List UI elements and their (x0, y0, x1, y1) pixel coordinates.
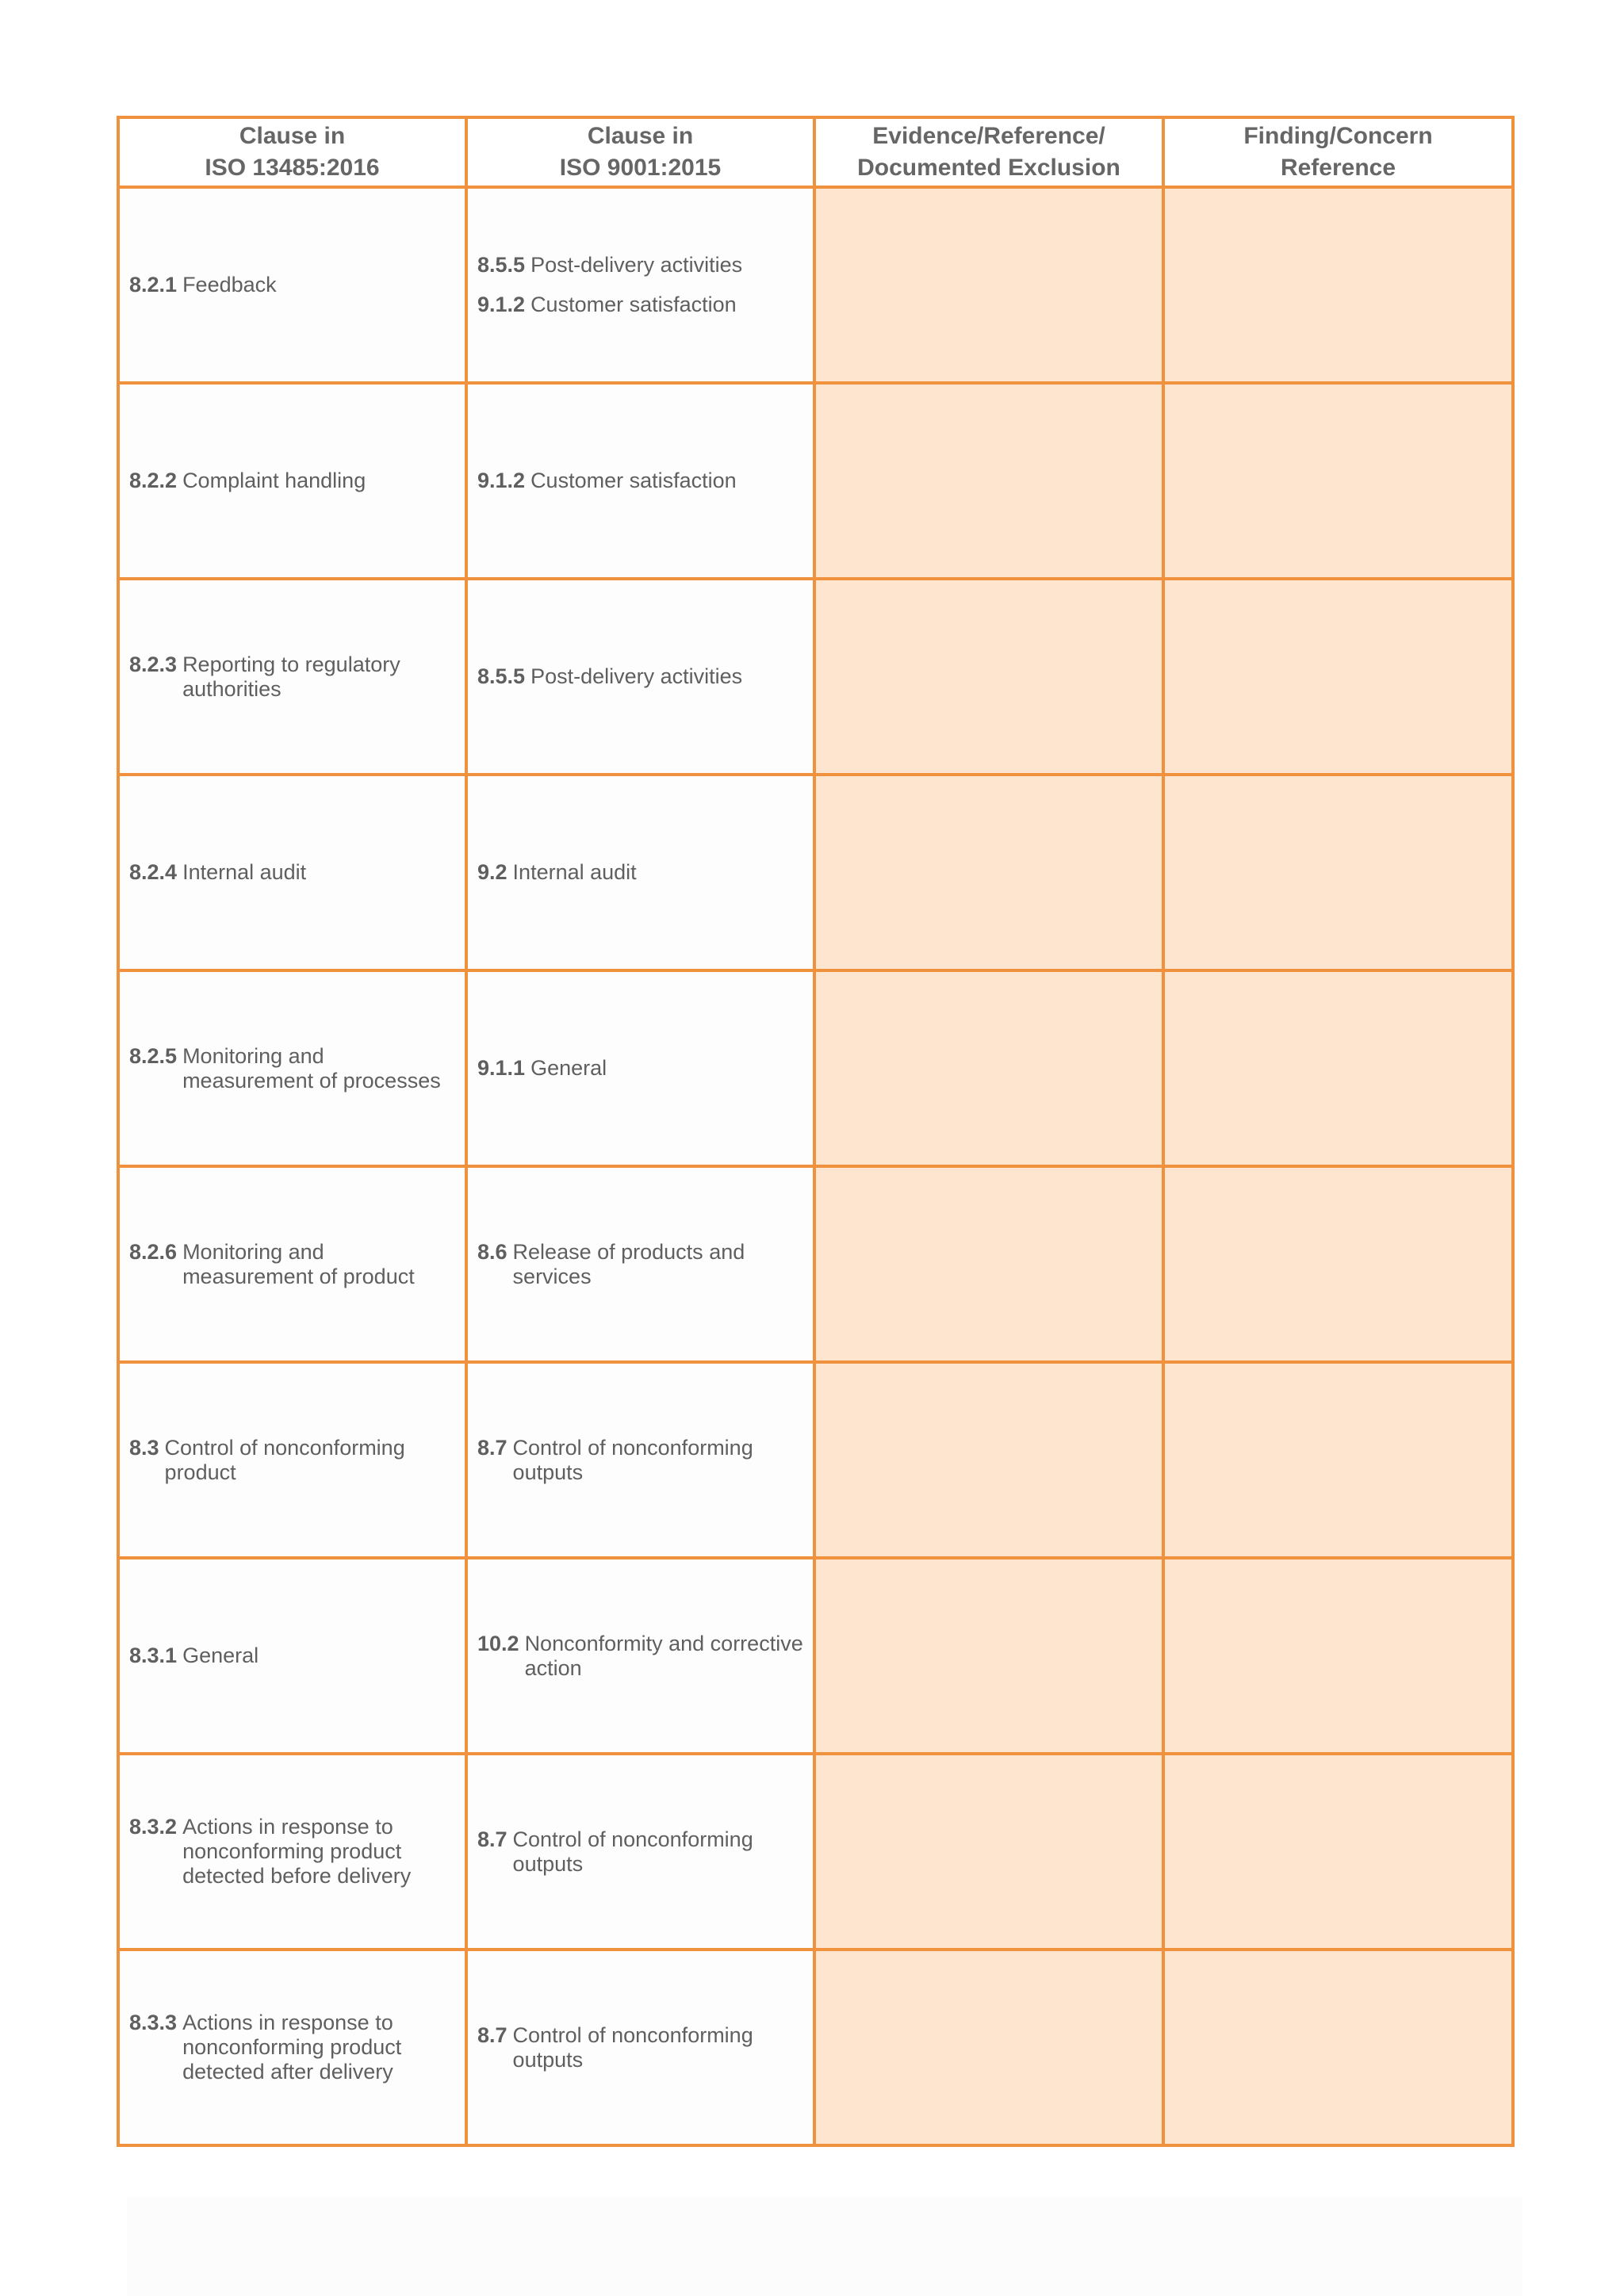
clause-entry (129, 273, 458, 297)
finding-input-cell[interactable] (1163, 775, 1513, 970)
clause-title: Post-delivery activities (530, 253, 743, 277)
clause-number: 8.5.5 (477, 253, 526, 277)
clause-title: Monitoring and measurement of processes (182, 1043, 441, 1093)
clause-entry (129, 1044, 458, 1093)
clause-title: Internal audit (512, 860, 637, 884)
clause-title: Internal audit (182, 860, 307, 884)
clause-entry (477, 1827, 806, 1877)
iso13485-clause-cell (118, 1558, 466, 1754)
clause-entry (477, 1632, 806, 1681)
clause-entry (129, 860, 458, 885)
iso9001-clause-cell (466, 1362, 814, 1558)
iso13485-clause-cell (118, 970, 466, 1166)
finding-input-cell[interactable] (1163, 187, 1513, 383)
clause-number: 8.3.3 (129, 2011, 178, 2034)
iso13485-clause-cell (118, 1950, 466, 2145)
clause-title: Control of nonconforming outputs (512, 2022, 753, 2072)
header-line: Finding/Concern (1243, 123, 1433, 149)
finding-input-cell[interactable] (1163, 1558, 1513, 1754)
clause-title: Feedback (182, 273, 277, 297)
clause-entry (129, 2011, 458, 2084)
clause-title: Actions in response to nonconforming product detected before delivery (182, 1815, 412, 1888)
header-line: Clause in (239, 123, 346, 149)
clause-entry (129, 1240, 458, 1289)
iso13485-clause-cell (118, 187, 466, 383)
clause-title: Customer satisfaction (530, 469, 737, 492)
evidence-input-cell[interactable] (814, 579, 1163, 775)
iso13485-clause-cell (118, 579, 466, 775)
iso13485-clause-cell (118, 1754, 466, 1950)
iso9001-clause-cell (466, 187, 814, 383)
table-row (118, 1558, 1513, 1754)
evidence-input-cell[interactable] (814, 1754, 1163, 1950)
clause-number: 8.7 (477, 1827, 508, 1851)
table-row (118, 1754, 1513, 1950)
iso13485-clause-cell (118, 1166, 466, 1362)
finding-input-cell[interactable] (1163, 1950, 1513, 2145)
clause-number: 10.2 (477, 1631, 519, 1655)
clause-number: 8.2.2 (129, 469, 178, 492)
finding-input-cell[interactable] (1163, 1362, 1513, 1558)
iso13485-clause-cell (118, 775, 466, 970)
clause-title: Control of nonconforming product (164, 1435, 405, 1484)
clause-title: Reporting to regulatory authorities (182, 652, 400, 701)
evidence-input-cell[interactable] (814, 187, 1163, 383)
clause-title: Release of products and services (512, 1239, 745, 1288)
iso9001-clause-cell (466, 579, 814, 775)
clause-number: 9.1.2 (477, 469, 526, 492)
table-row (118, 970, 1513, 1166)
table-row (118, 1362, 1513, 1558)
header-line: Evidence/Reference/ (872, 123, 1105, 149)
clause-number: 8.2.3 (129, 652, 178, 676)
clause-number: 8.2.1 (129, 273, 178, 297)
clause-entry (477, 1056, 806, 1081)
clause-number: 8.7 (477, 1435, 508, 1460)
finding-input-cell[interactable] (1163, 1754, 1513, 1950)
clause-mapping-table (117, 116, 1515, 2147)
header-evidence (814, 117, 1163, 187)
clause-entry (129, 469, 458, 493)
table-body (118, 187, 1513, 2145)
page-footer-area (127, 2196, 1522, 2296)
clause-entry (129, 652, 458, 702)
evidence-input-cell[interactable] (814, 970, 1163, 1166)
header-finding (1163, 117, 1513, 187)
table-row (118, 579, 1513, 775)
clause-entry (477, 1436, 806, 1485)
clause-title: Actions in response to nonconforming product detected after delivery (182, 2011, 402, 2084)
clause-number: 8.3.1 (129, 1644, 178, 1667)
clause-number: 8.2.5 (129, 1043, 178, 1068)
clause-number: 8.5.5 (477, 664, 526, 688)
evidence-input-cell[interactable] (814, 383, 1163, 579)
header-iso13485-clause (118, 117, 466, 187)
clause-number: 8.6 (477, 1239, 508, 1264)
finding-input-cell[interactable] (1163, 383, 1513, 579)
iso9001-clause-cell (466, 775, 814, 970)
clause-number: 8.7 (477, 2022, 508, 2047)
header-line: Documented Exclusion (857, 155, 1120, 181)
clause-entry (477, 469, 806, 493)
finding-input-cell[interactable] (1163, 970, 1513, 1166)
clause-entry (477, 2023, 806, 2072)
clause-entry (477, 293, 806, 317)
clause-title: Control of nonconforming outputs (512, 1827, 753, 1876)
evidence-input-cell[interactable] (814, 1166, 1163, 1362)
clause-entry (477, 1240, 806, 1289)
header-line: Clause in (587, 123, 694, 149)
iso13485-clause-cell (118, 1362, 466, 1558)
evidence-input-cell[interactable] (814, 1558, 1163, 1754)
finding-input-cell[interactable] (1163, 579, 1513, 775)
clause-title: Complaint handling (182, 469, 366, 492)
clause-title: Nonconformity and corrective action (524, 1631, 803, 1680)
clause-entry (477, 860, 806, 885)
evidence-input-cell[interactable] (814, 1950, 1163, 2145)
clause-number: 9.1.1 (477, 1056, 526, 1080)
clause-number: 8.2.4 (129, 860, 178, 884)
clause-number: 9.1.2 (477, 293, 526, 316)
table-row (118, 775, 1513, 970)
table-header-row (118, 117, 1513, 187)
iso9001-clause-cell (466, 1754, 814, 1950)
evidence-input-cell[interactable] (814, 1362, 1163, 1558)
clause-number: 8.3.2 (129, 1815, 178, 1839)
clause-title: General (182, 1644, 259, 1667)
clause-title: Control of nonconforming outputs (512, 1435, 753, 1484)
header-iso9001-clause (466, 117, 814, 187)
clause-entry (477, 664, 806, 689)
iso9001-clause-cell (466, 970, 814, 1166)
table-row (118, 1950, 1513, 2145)
clause-number: 8.2.6 (129, 1239, 178, 1264)
clause-entry (129, 1815, 458, 1888)
iso9001-clause-cell (466, 1558, 814, 1754)
finding-input-cell[interactable] (1163, 1166, 1513, 1362)
header-line: ISO 9001:2015 (559, 155, 722, 181)
evidence-input-cell[interactable] (814, 775, 1163, 970)
clause-title: Customer satisfaction (530, 293, 737, 316)
clause-title: Post-delivery activities (530, 664, 743, 688)
table-row (118, 187, 1513, 383)
clause-title: Monitoring and measurement of product (182, 1239, 415, 1288)
clause-entry (477, 253, 806, 277)
header-line: Reference (1280, 155, 1396, 181)
clause-entry (129, 1436, 458, 1485)
iso9001-clause-cell (466, 1166, 814, 1362)
header-line: ISO 13485:2016 (205, 155, 380, 181)
clause-number: 8.3 (129, 1435, 159, 1460)
clause-number: 9.2 (477, 860, 508, 884)
iso9001-clause-cell (466, 383, 814, 579)
clause-entry (129, 1644, 458, 1668)
table-row (118, 383, 1513, 579)
table-row (118, 1166, 1513, 1362)
iso9001-clause-cell (466, 1950, 814, 2145)
clause-title: General (530, 1056, 607, 1080)
iso13485-clause-cell (118, 383, 466, 579)
